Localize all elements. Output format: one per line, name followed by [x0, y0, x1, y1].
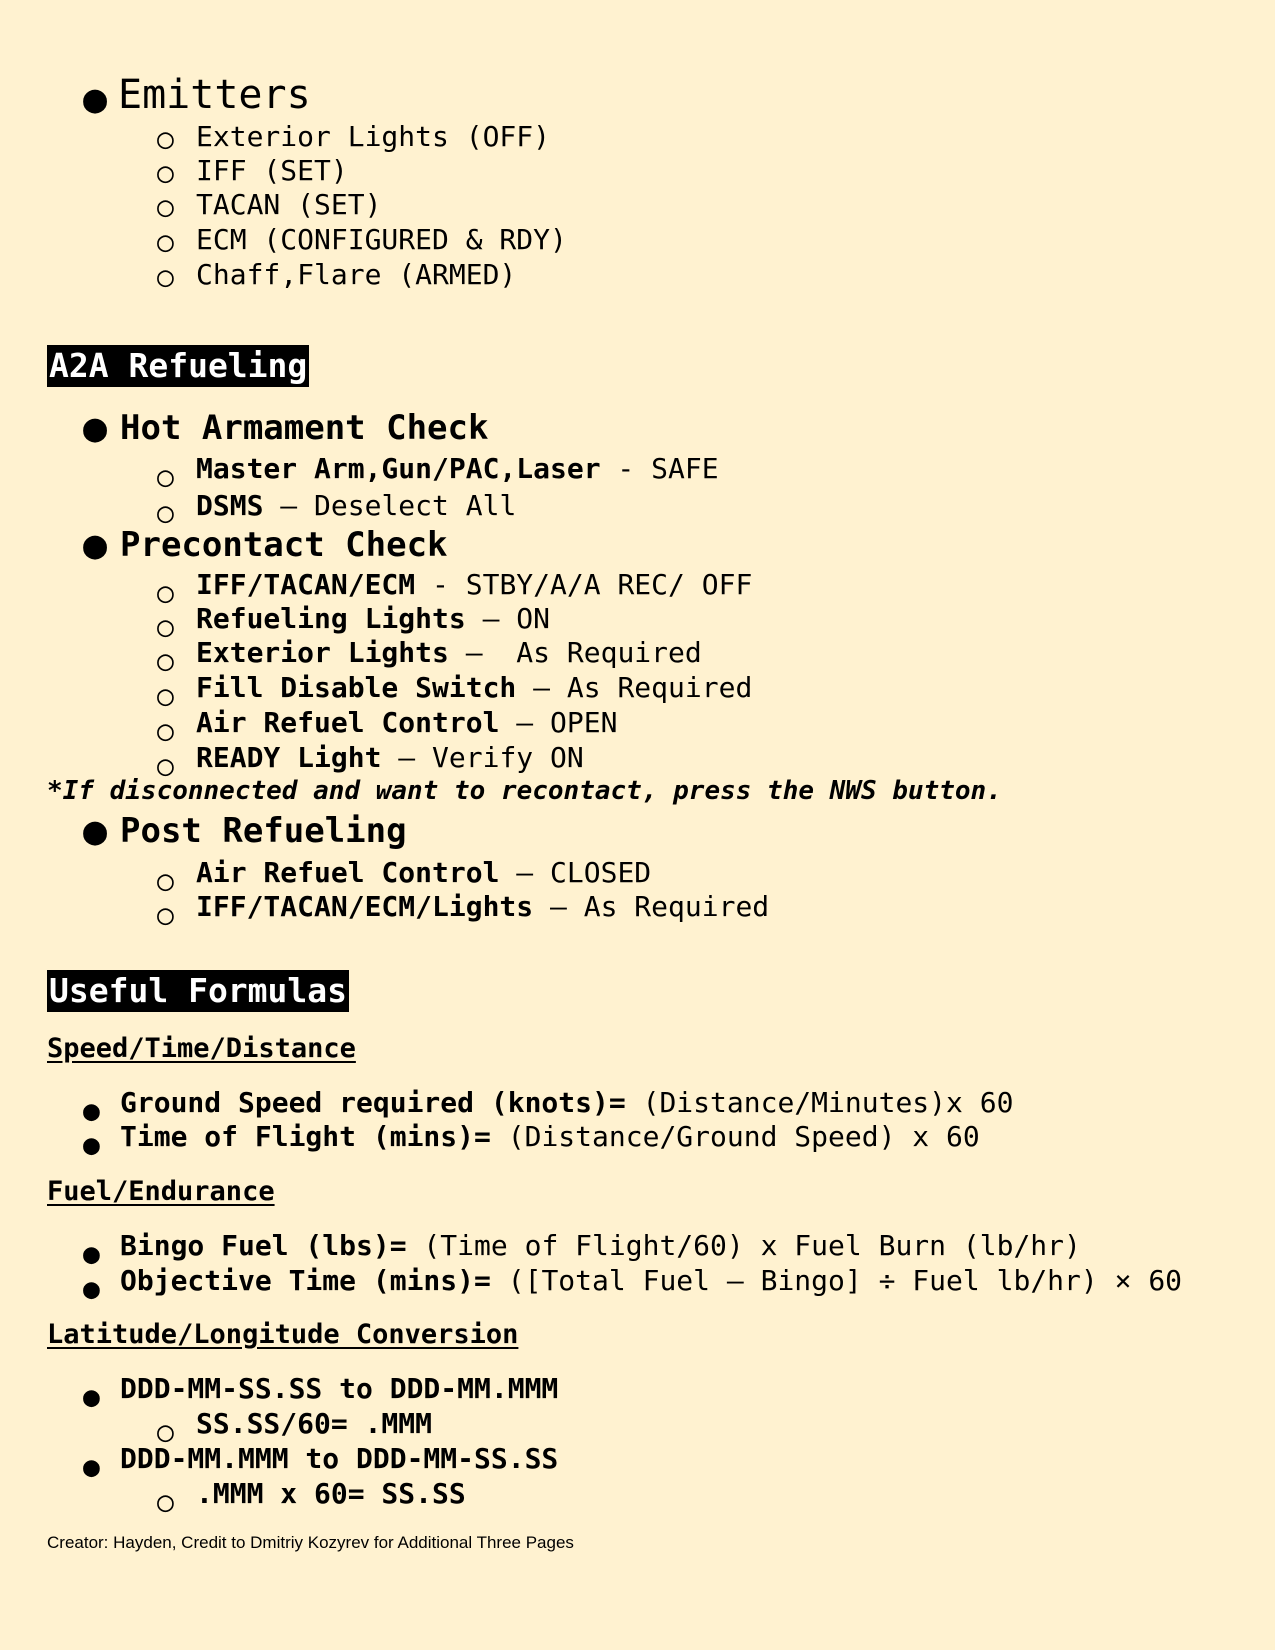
section-title-post-refueling: Post Refueling [120, 811, 407, 851]
sub-bullet: ○ [157, 644, 174, 677]
emitters-item: Exterior Lights (OFF) [196, 120, 551, 153]
hot-armament-item: DSMS – Deselect All [196, 489, 517, 522]
post-refueling-item: Air Refuel Control – CLOSED [196, 856, 652, 889]
bullet: ● [83, 808, 108, 854]
sub-bullet: ○ [157, 1485, 174, 1518]
section-title-precontact: Precontact Check [120, 525, 448, 565]
conversion-formula: .MMM x 60= SS.SS [196, 1477, 466, 1510]
heading-useful-formulas: Useful Formulas [49, 971, 348, 1010]
bullet: ● [83, 1380, 100, 1413]
bullet: ● [83, 1094, 100, 1127]
heading-a2a-refueling: A2A Refueling [49, 346, 308, 385]
conversion-formula: SS.SS/60= .MMM [196, 1407, 433, 1440]
subheading-fuel-endurance: Fuel/Endurance [47, 1176, 275, 1207]
emitters-item: Chaff,Flare (ARMED) [196, 258, 517, 291]
sub-bullet: ○ [157, 1415, 174, 1448]
post-refueling-item: IFF/TACAN/ECM/Lights – As Required [196, 890, 770, 923]
bullet: ● [83, 1450, 100, 1483]
sub-bullet: ○ [157, 576, 174, 609]
formula-item: Bingo Fuel (lbs)= (Time of Flight/60) x Fuel Burn (lb/hr) [120, 1229, 1081, 1262]
bullet: ● [83, 1272, 100, 1305]
emitters-item: ECM (CONFIGURED & RDY) [196, 223, 567, 256]
section-title-emitters: Emitters [118, 72, 311, 118]
sub-bullet: ○ [157, 714, 174, 747]
sub-bullet: ○ [157, 898, 174, 931]
precontact-item: Air Refuel Control – OPEN [196, 706, 618, 739]
sub-bullet: ○ [157, 460, 174, 493]
conversion-item: DDD-MM-SS.SS to DDD-MM.MMM [120, 1372, 559, 1405]
section-title-hot-armament: Hot Armament Check [120, 408, 489, 448]
sub-bullet: ○ [157, 679, 174, 712]
bullet: ● [83, 1128, 100, 1161]
sub-bullet: ○ [157, 225, 174, 258]
sub-bullet: ○ [157, 496, 174, 529]
sub-bullet: ○ [157, 156, 174, 189]
formula-item: Objective Time (mins)= ([Total Fuel – Bingo] ÷ Fuel lb/hr) × 60 [120, 1264, 1183, 1297]
precontact-item: Exterior Lights – As Required [196, 636, 702, 669]
conversion-item: DDD-MM.MMM to DDD-MM-SS.SS [120, 1442, 559, 1475]
sub-bullet: ○ [157, 122, 174, 155]
bullet: ● [83, 405, 108, 451]
subheading-speed-time-distance: Speed/Time/Distance [47, 1033, 356, 1064]
sub-bullet: ○ [157, 864, 174, 897]
precontact-item: Fill Disable Switch – As Required [196, 671, 753, 704]
emitters-item: IFF (SET) [196, 154, 348, 187]
sub-bullet: ○ [157, 749, 174, 782]
formula-item: Time of Flight (mins)= (Distance/Ground Speed) x 60 [120, 1120, 980, 1153]
subheading-lat-lon-conversion: Latitude/Longitude Conversion [47, 1319, 519, 1350]
bullet: ● [83, 1237, 100, 1270]
sub-bullet: ○ [157, 260, 174, 293]
precontact-item: IFF/TACAN/ECM - STBY/A/A REC/ OFF [196, 568, 753, 601]
emitters-item: TACAN (SET) [196, 188, 382, 221]
precontact-item: Refueling Lights – ON [196, 602, 551, 635]
precontact-item: READY Light – Verify ON [196, 741, 584, 774]
hot-armament-item: Master Arm,Gun/PAC,Laser - SAFE [196, 452, 719, 485]
footer-credit: Creator: Hayden, Credit to Dmitriy Kozyrev for Additional Three Pages [47, 1533, 574, 1552]
recontact-note: *If disconnected and want to recontact, press the NWS button. [47, 776, 1002, 806]
formula-item: Ground Speed required (knots)= (Distance/Minutes)x 60 [120, 1086, 1014, 1119]
sub-bullet: ○ [157, 190, 174, 223]
sub-bullet: ○ [157, 610, 174, 643]
bullet: ● [83, 522, 108, 568]
bullet: ● [83, 76, 108, 122]
